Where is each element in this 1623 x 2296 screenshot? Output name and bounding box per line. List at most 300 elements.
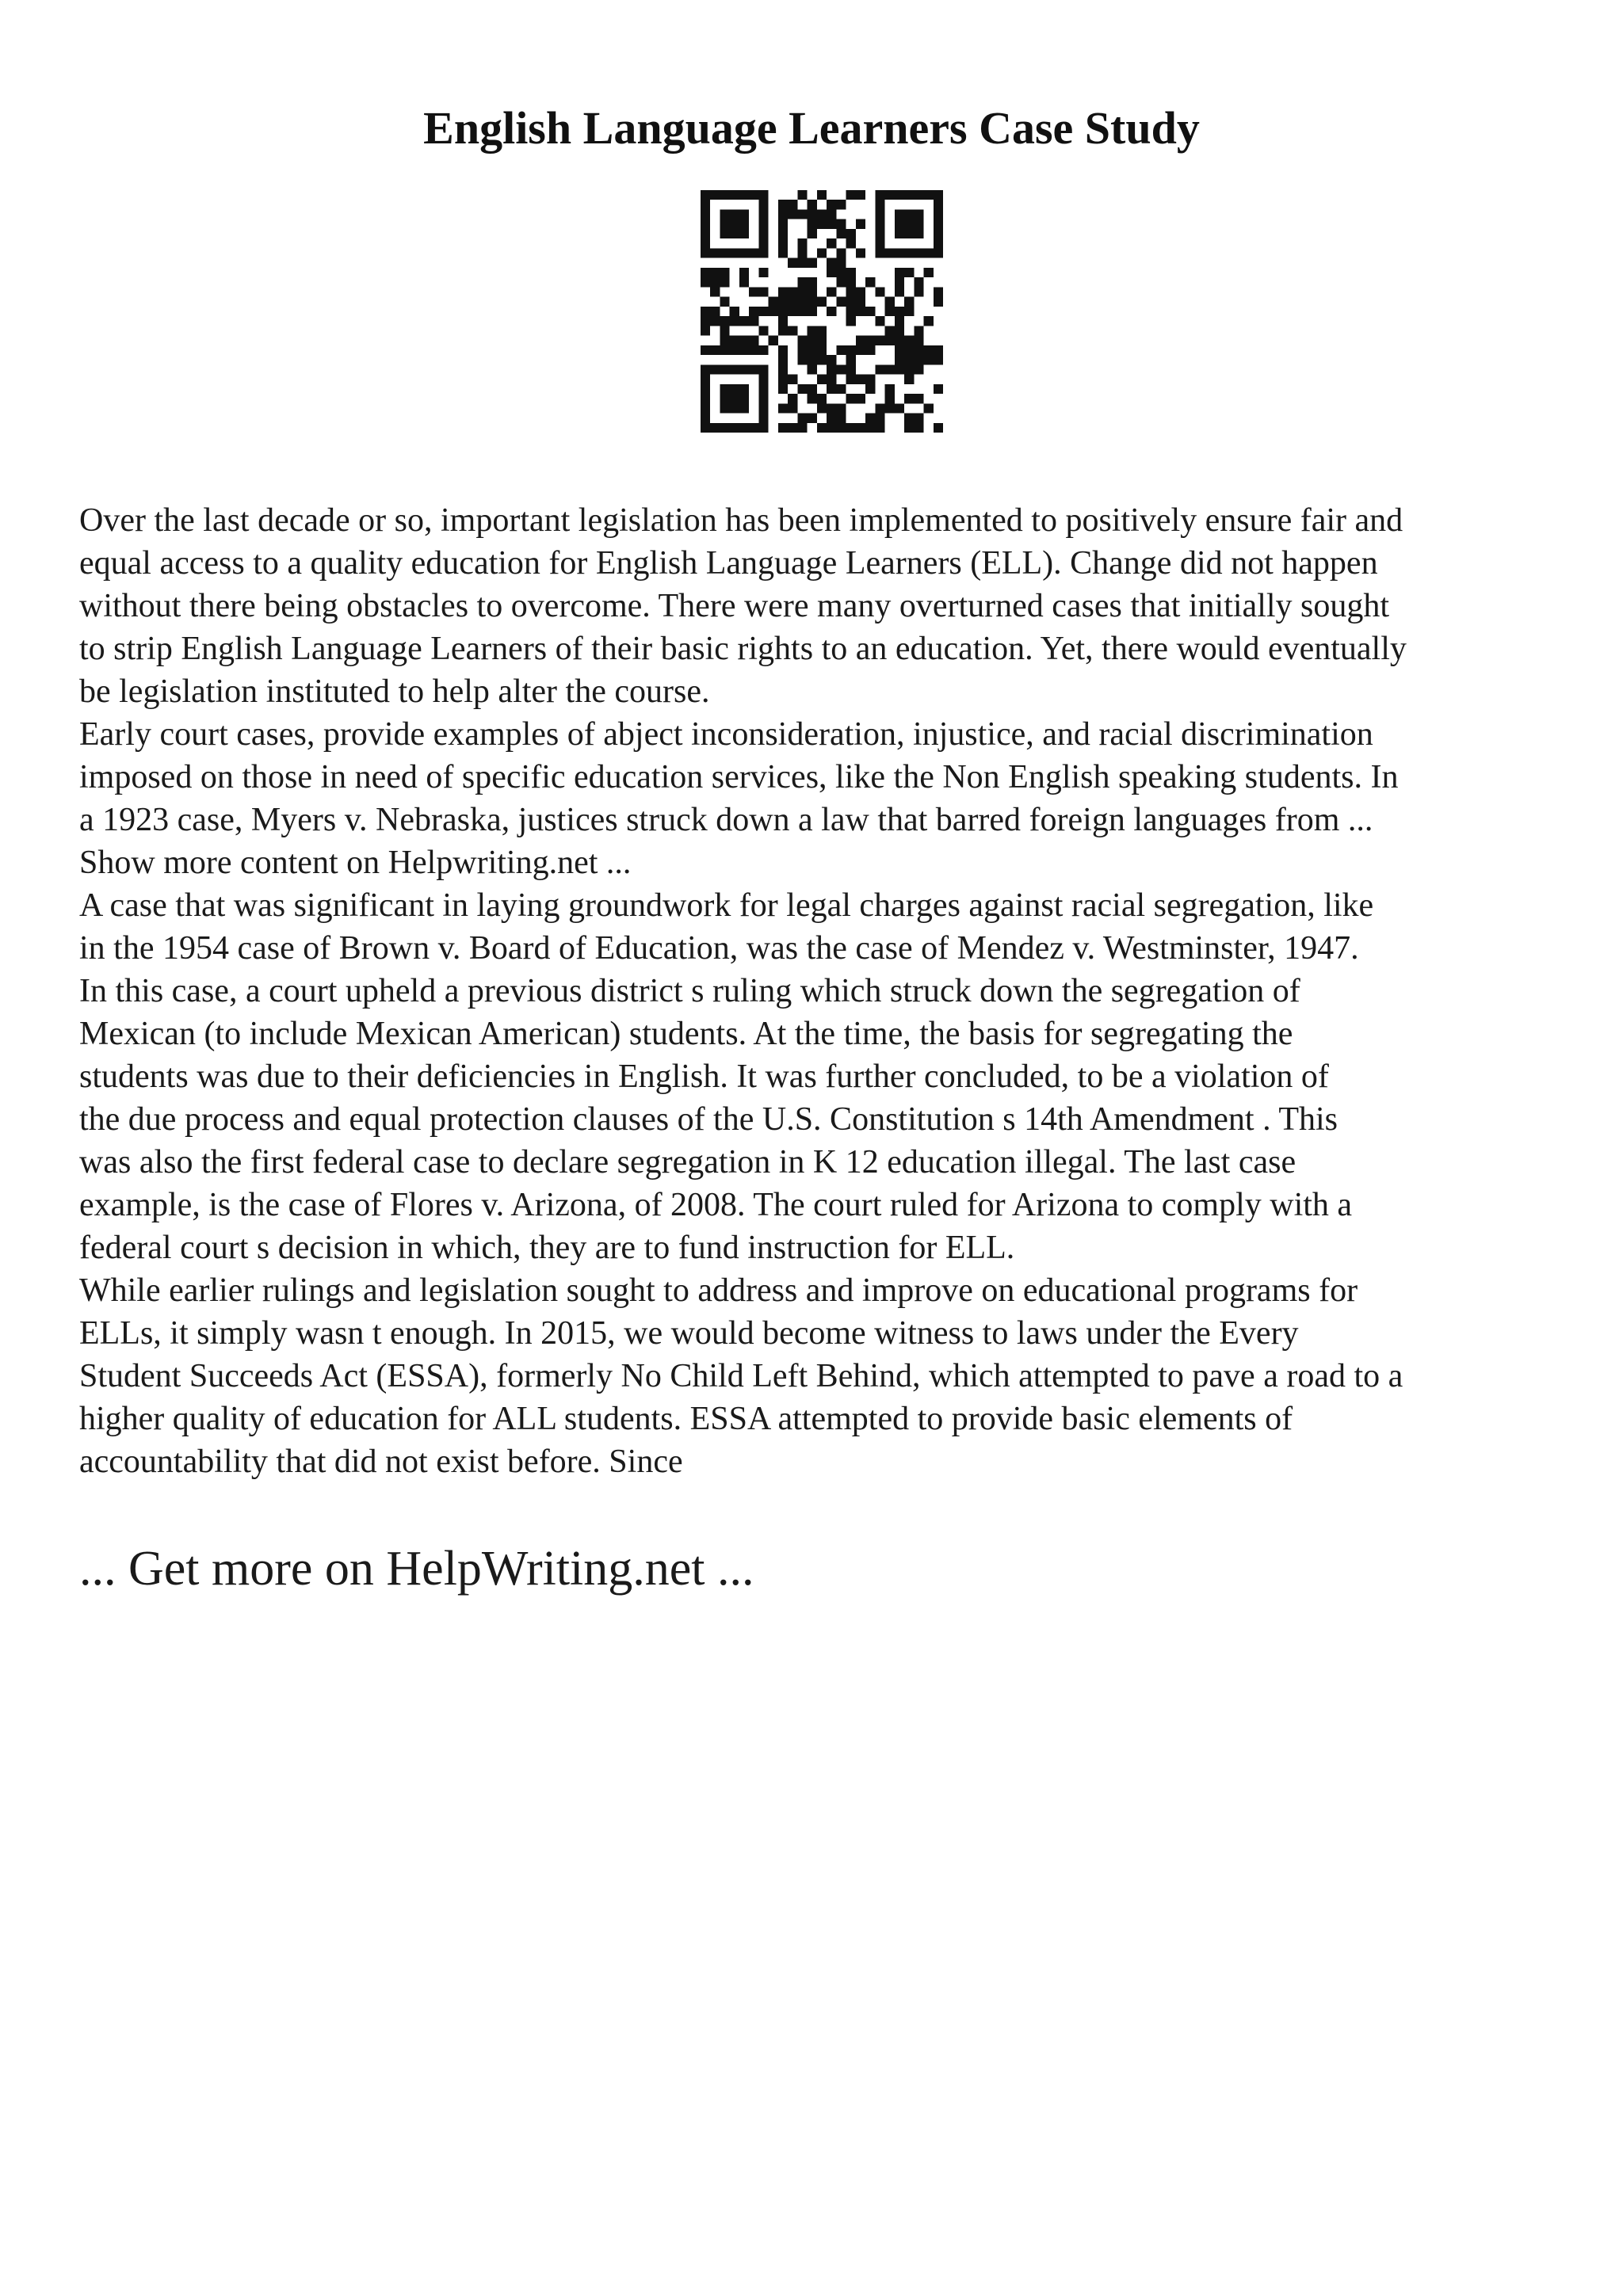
qr-module (778, 364, 788, 374)
qr-module (846, 190, 856, 200)
qr-module (836, 229, 846, 238)
qr-module (701, 238, 710, 248)
qr-module (856, 287, 865, 296)
qr-module (749, 423, 758, 433)
qr-module (904, 229, 914, 238)
qr-module (730, 219, 739, 229)
qr-module (827, 364, 836, 374)
qr-module (769, 336, 778, 345)
qr-module (720, 219, 729, 229)
qr-module (895, 336, 904, 345)
qr-module (827, 258, 836, 268)
qr-module (836, 297, 846, 307)
qr-module (797, 355, 807, 364)
qr-module (865, 423, 875, 433)
qr-module (749, 190, 758, 200)
qr-module (701, 384, 710, 394)
qr-module (701, 248, 710, 257)
qr-module (808, 277, 817, 287)
body-line: federal court s decision in which, they are to fund instruction for ELL. (79, 1230, 1015, 1266)
qr-module (904, 394, 914, 403)
qr-module (788, 287, 797, 296)
qr-module (710, 248, 720, 257)
qr-module (924, 355, 934, 364)
qr-module (924, 248, 934, 257)
qr-module (846, 229, 856, 238)
get-more-link[interactable]: ... Get more on HelpWriting.net ... (79, 1542, 754, 1596)
qr-module (701, 326, 710, 335)
qr-module (730, 190, 739, 200)
qr-module (836, 200, 846, 209)
qr-module (701, 229, 710, 238)
qr-module (865, 336, 875, 345)
qr-module (846, 345, 856, 355)
qr-module (758, 200, 768, 209)
qr-module (758, 238, 768, 248)
qr-module (817, 355, 827, 364)
qr-module (758, 345, 768, 355)
qr-module (914, 355, 923, 364)
qr-module (817, 375, 827, 384)
qr-module (749, 307, 758, 316)
qr-module (865, 345, 875, 355)
qr-module (749, 316, 758, 326)
document-title: English Language Learners Case Study (423, 102, 1200, 154)
qr-module (720, 297, 729, 307)
qr-module (720, 345, 729, 355)
qr-module (846, 355, 856, 364)
qr-module (934, 248, 943, 257)
qr-module (836, 384, 846, 394)
body-line: higher quality of education for ALL students. ESSA attempted to provide basic elements of (79, 1401, 1293, 1437)
qr-module (895, 316, 904, 326)
qr-module (758, 268, 768, 277)
qr-module (808, 200, 817, 209)
qr-module (808, 297, 817, 307)
qr-module (769, 297, 778, 307)
qr-module (720, 364, 729, 374)
qr-module (739, 403, 749, 413)
qr-module (904, 355, 914, 364)
qr-module (846, 423, 856, 433)
qr-module (797, 190, 807, 200)
qr-module (914, 248, 923, 257)
qr-module (914, 190, 923, 200)
qr-module (895, 403, 904, 413)
qr-module (797, 209, 807, 219)
qr-module (846, 297, 856, 307)
qr-module (778, 200, 788, 209)
qr-module (808, 355, 817, 364)
qr-module (739, 316, 749, 326)
qr-module (758, 423, 768, 433)
qr-module (730, 364, 739, 374)
qr-module (836, 268, 846, 277)
qr-module (904, 248, 914, 257)
body-line: be legislation instituted to help alter the course. (79, 673, 710, 710)
qr-module (856, 336, 865, 345)
qr-module (778, 355, 788, 364)
qr-module (885, 326, 895, 335)
qr-module (904, 414, 914, 423)
qr-module (739, 364, 749, 374)
qr-module (758, 364, 768, 374)
qr-module (788, 326, 797, 335)
qr-module (895, 209, 904, 219)
qr-module (934, 200, 943, 209)
body-line: ELLs, it simply wasn t enough. In 2015, we would become witness to laws under the Every (79, 1315, 1299, 1352)
qr-module (701, 394, 710, 403)
qr-module (885, 336, 895, 345)
qr-module (778, 229, 788, 238)
body-line: Early court cases, provide examples of abject inconsideration, injustice, and racial discrimination (79, 716, 1373, 753)
qr-module (934, 297, 943, 307)
qr-module (895, 268, 904, 277)
qr-module (817, 394, 827, 403)
qr-module (720, 423, 729, 433)
qr-module (895, 345, 904, 355)
qr-module (701, 316, 710, 326)
qr-module (710, 190, 720, 200)
qr-module (856, 394, 865, 403)
qr-module (710, 268, 720, 277)
qr-module (758, 248, 768, 257)
qr-module (875, 316, 884, 326)
qr-module (778, 219, 788, 229)
qr-module (924, 316, 934, 326)
qr-module (778, 316, 788, 326)
body-line: Over the last decade or so, important legislation has been implemented to positively ensure fair and (79, 502, 1403, 539)
qr-module (808, 345, 817, 355)
qr-module (778, 384, 788, 394)
qr-module (934, 209, 943, 219)
qr-module (701, 375, 710, 384)
body-line: without there being obstacles to overcome. There were many overturned cases that initially sought (79, 588, 1390, 624)
qr-module (808, 287, 817, 296)
qr-module (846, 268, 856, 277)
body-line: to strip English Language Learners of their basic rights to an education. Yet, there would eventually (79, 631, 1407, 667)
body-line: In this case, a court upheld a previous district s ruling which struck down the segregation of (79, 973, 1300, 1009)
qr-module (865, 414, 875, 423)
body-line: A case that was significant in laying groundwork for legal charges against racial segregation, like (79, 887, 1374, 924)
qr-module (797, 307, 807, 316)
qr-module (846, 364, 856, 374)
qr-module (924, 403, 934, 413)
qr-module (788, 375, 797, 384)
qr-module (914, 345, 923, 355)
qr-module (827, 209, 836, 219)
qr-module (817, 345, 827, 355)
qr-module (885, 190, 895, 200)
qr-module (885, 307, 895, 316)
qr-module (836, 403, 846, 413)
qr-module (895, 326, 904, 335)
qr-module (710, 316, 720, 326)
qr-module (749, 248, 758, 257)
qr-module (710, 423, 720, 433)
qr-module (730, 394, 739, 403)
qr-module (885, 403, 895, 413)
qr-module (778, 326, 788, 335)
qr-module (875, 336, 884, 345)
qr-module (875, 190, 884, 200)
qr-module (856, 219, 865, 229)
qr-module (895, 219, 904, 229)
qr-module (788, 403, 797, 413)
document-body (79, 499, 1569, 1483)
qr-module (885, 297, 895, 307)
qr-module (895, 287, 904, 296)
body-line: the due process and equal protection clauses of the U.S. Constitution s 14th Amendment . This (79, 1101, 1338, 1138)
qr-module (730, 209, 739, 219)
qr-module (875, 414, 884, 423)
qr-module (914, 414, 923, 423)
qr-module (720, 326, 729, 335)
qr-module (875, 403, 884, 413)
qr-module (730, 248, 739, 257)
qr-module (739, 394, 749, 403)
qr-module (836, 345, 846, 355)
qr-module (710, 307, 720, 316)
qr-module (808, 209, 817, 219)
qr-module (797, 336, 807, 345)
qr-module (710, 345, 720, 355)
body-line: a 1923 case, Myers v. Nebraska, justices struck down a law that barred foreign languages from ... (79, 802, 1373, 838)
qr-module (846, 307, 856, 316)
qr-module (758, 209, 768, 219)
qr-module (701, 200, 710, 209)
qr-module (924, 190, 934, 200)
qr-module (856, 248, 865, 257)
qr-module (808, 394, 817, 403)
body-line: was also the first federal case to declare segregation in K 12 education illegal. The last case (79, 1144, 1296, 1180)
qr-module (808, 258, 817, 268)
qr-module (788, 200, 797, 209)
qr-module (827, 268, 836, 277)
qr-module (865, 375, 875, 384)
qr-module (701, 209, 710, 219)
qr-module (778, 307, 788, 316)
qr-module (924, 345, 934, 355)
qr-module (739, 219, 749, 229)
qr-module (778, 345, 788, 355)
qr-module (701, 345, 710, 355)
qr-module (701, 414, 710, 423)
qr-module (914, 287, 923, 296)
qr-module (730, 423, 739, 433)
qr-module (934, 355, 943, 364)
body-line: imposed on those in need of specific education services, like the Non English speaking students. In (79, 759, 1399, 795)
qr-module (788, 209, 797, 219)
qr-module (808, 326, 817, 335)
qr-module (817, 423, 827, 433)
qr-module (749, 345, 758, 355)
qr-module (808, 384, 817, 394)
qr-module (865, 277, 875, 287)
qr-module (778, 238, 788, 248)
qr-module (846, 277, 856, 287)
qr-module (797, 287, 807, 296)
show-more-link[interactable]: Show more content on Helpwriting.net ... (79, 845, 632, 881)
qr-module (797, 238, 807, 248)
qr-module (904, 307, 914, 316)
qr-module (739, 268, 749, 277)
qr-module (856, 375, 865, 384)
qr-module (701, 364, 710, 374)
qr-module (739, 384, 749, 394)
qr-module (895, 277, 904, 287)
qr-module (758, 403, 768, 413)
qr-module (865, 307, 875, 316)
qr-module (730, 384, 739, 394)
qr-module (739, 277, 749, 287)
qr-module (875, 423, 884, 433)
qr-module (797, 258, 807, 268)
qr-module (808, 414, 817, 423)
qr-module (934, 238, 943, 248)
qr-module (856, 297, 865, 307)
qr-module (856, 423, 865, 433)
qr-module (758, 229, 768, 238)
qr-module (827, 287, 836, 296)
qr-module (778, 248, 788, 257)
qr-module (827, 219, 836, 229)
qr-module (914, 219, 923, 229)
qr-module (778, 403, 788, 413)
qr-module (875, 364, 884, 374)
qr-module (934, 423, 943, 433)
qr-module (934, 229, 943, 238)
qr-module (895, 190, 904, 200)
qr-module (749, 364, 758, 374)
qr-module (827, 355, 836, 364)
qr-module (758, 219, 768, 229)
qr-module (904, 209, 914, 219)
qr-module (827, 200, 836, 209)
qr-module (904, 375, 914, 384)
qr-module (895, 355, 904, 364)
qr-module (846, 375, 856, 384)
qr-module (934, 287, 943, 296)
body-line: Mexican (to include Mexican American) students. At the time, the basis for segregating the (79, 1016, 1293, 1052)
body-line: While earlier rulings and legislation sought to address and improve on educational programs for (79, 1272, 1358, 1309)
qr-module (885, 364, 895, 374)
qr-module (720, 209, 729, 219)
qr-module (817, 248, 827, 257)
qr-module (856, 190, 865, 200)
qr-module (836, 277, 846, 287)
qr-module (758, 394, 768, 403)
qr-module (778, 423, 788, 433)
qr-module (895, 248, 904, 257)
qr-module (720, 268, 729, 277)
qr-module (797, 345, 807, 355)
qr-module (720, 403, 729, 413)
qr-module (808, 219, 817, 229)
qr-module (720, 336, 729, 345)
qr-module (875, 229, 884, 238)
qr-module (875, 219, 884, 229)
qr-module (730, 345, 739, 355)
qr-module (701, 219, 710, 229)
qr-module (797, 414, 807, 423)
qr-module (875, 238, 884, 248)
qr-module (739, 248, 749, 257)
qr-module (749, 336, 758, 345)
qr-module (739, 229, 749, 238)
qr-module (875, 200, 884, 209)
qr-module (914, 277, 923, 287)
qr-module (914, 394, 923, 403)
body-line: accountability that did not exist before. Since (79, 1444, 683, 1480)
qr-module (924, 268, 934, 277)
qr-module (710, 364, 720, 374)
qr-module (827, 403, 836, 413)
body-line: Student Succeeds Act (ESSA), formerly No Child Left Behind, which attempted to pave a road to a (79, 1358, 1403, 1394)
qr-module (817, 209, 827, 219)
qr-module (710, 277, 720, 287)
qr-module (817, 219, 827, 229)
qr-module (808, 307, 817, 316)
qr-module (846, 316, 856, 326)
qr-module (730, 307, 739, 316)
qr-module (788, 394, 797, 403)
qr-module (904, 190, 914, 200)
qr-module (739, 209, 749, 219)
qr-module (817, 403, 827, 413)
qr-module (836, 219, 846, 229)
qr-module (758, 287, 768, 296)
qr-module (720, 316, 729, 326)
qr-module (914, 326, 923, 335)
qr-module (788, 423, 797, 433)
qr-module (827, 414, 836, 423)
qr-module (730, 229, 739, 238)
qr-module (875, 209, 884, 219)
qr-module (817, 326, 827, 335)
qr-code-icon (701, 190, 943, 433)
qr-module (904, 345, 914, 355)
qr-module (758, 414, 768, 423)
qr-module (758, 326, 768, 335)
body-line: equal access to a quality education for English Language Learners (ELL). Change did not happen (79, 545, 1378, 582)
body-line: example, is the case of Flores v. Arizona, of 2008. The court ruled for Arizona to comply with a (79, 1187, 1353, 1223)
qr-module (758, 190, 768, 200)
qr-module (904, 423, 914, 433)
qr-module (730, 316, 739, 326)
body-line: students was due to their deficiencies in English. It was further concluded, to be a violation of (79, 1058, 1329, 1095)
qr-module (797, 384, 807, 394)
qr-module (904, 364, 914, 374)
qr-module (701, 403, 710, 413)
qr-module (797, 277, 807, 287)
qr-module (904, 268, 914, 277)
qr-module (788, 297, 797, 307)
qr-module (875, 248, 884, 257)
qr-module (739, 336, 749, 345)
qr-module (914, 336, 923, 345)
qr-module (808, 336, 817, 345)
qr-module (720, 248, 729, 257)
qr-module (701, 423, 710, 433)
qr-module (739, 345, 749, 355)
qr-module (885, 248, 895, 257)
qr-module (720, 277, 729, 287)
qr-module (865, 384, 875, 394)
qr-module (836, 364, 846, 374)
qr-module (710, 287, 720, 296)
qr-module (739, 190, 749, 200)
